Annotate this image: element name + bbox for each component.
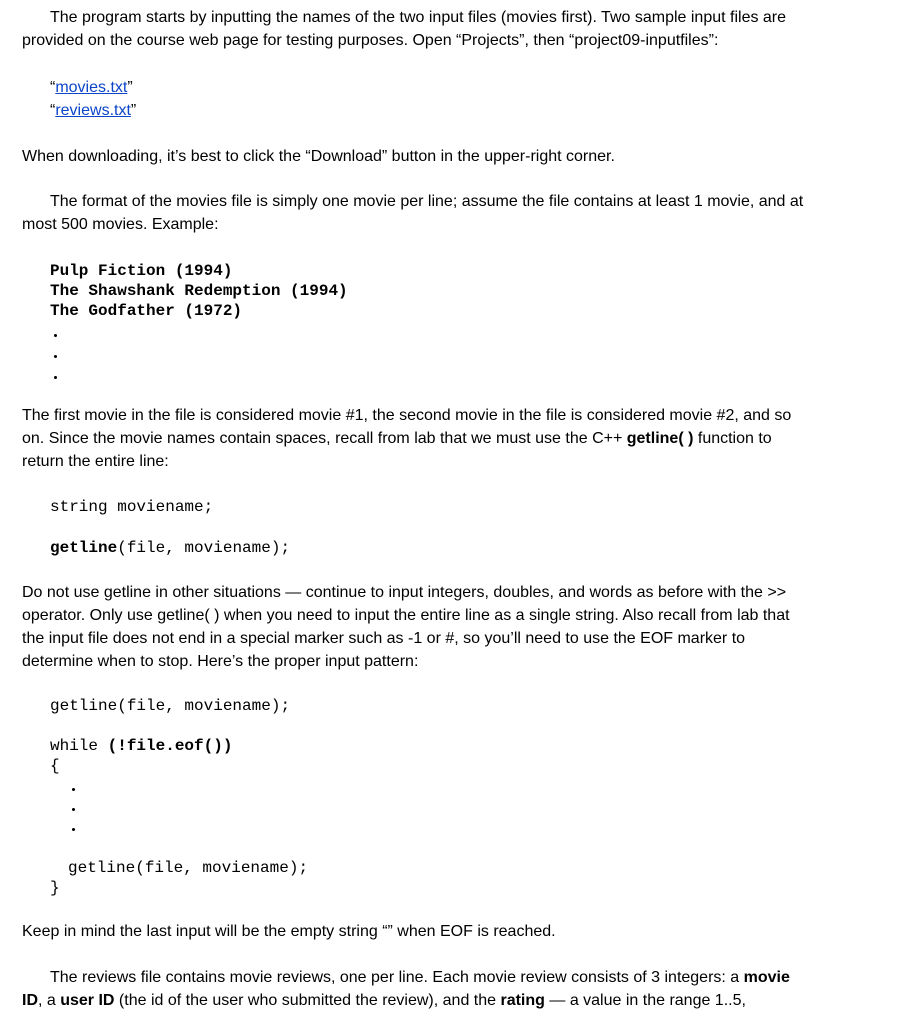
code-ellipsis-dot-3 bbox=[72, 828, 75, 831]
reviews-line-1 bbox=[50, 967, 790, 989]
movies-quote-open: “ bbox=[50, 79, 56, 96]
example-movie-3: The Godfather (1972) bbox=[50, 302, 243, 320]
reviews-movie-term: movie bbox=[743, 969, 790, 986]
movies-file-link[interactable]: movies.txt bbox=[55, 79, 128, 96]
format-line-1: The format of the movies file is simply one movie per line; assume the file contains at least 1 movie, and at bbox=[50, 193, 804, 210]
code-getline-fn: getline bbox=[50, 539, 118, 557]
rules-line-4: determine when to stop. Here’s the proper input pattern: bbox=[22, 653, 419, 670]
code-while-line bbox=[50, 736, 232, 756]
example-movie-1: Pulp Fiction (1994) bbox=[50, 262, 233, 280]
movies-file-entry bbox=[50, 77, 133, 99]
reviews-quote-close: ” bbox=[130, 102, 137, 119]
ellipsis-dot-3 bbox=[54, 376, 57, 379]
reviews-id-term: ID bbox=[22, 992, 38, 1009]
reviews-user-id-term: user ID bbox=[60, 992, 115, 1009]
code-getline-args: (file, moviename); bbox=[117, 539, 291, 557]
eof-note: Keep in mind the last input will be the empty string “” when EOF is reached. bbox=[22, 923, 556, 940]
getline-function-name: getline( ) bbox=[626, 430, 694, 447]
code-while-keyword: while bbox=[50, 737, 108, 755]
reviews-quote-open: “ bbox=[50, 102, 56, 119]
ellipsis-dot-1 bbox=[54, 334, 57, 337]
movies-quote-close: ” bbox=[127, 79, 133, 96]
code-while-condition: (!file.eof()) bbox=[107, 737, 233, 755]
reviews-file-entry bbox=[50, 100, 136, 122]
numbering-line-2-post: function to bbox=[693, 430, 772, 447]
reviews-line-2-mid-1: , a bbox=[38, 992, 61, 1009]
example-movie-2: The Shawshank Redemption (1994) bbox=[50, 282, 348, 300]
numbering-line-2 bbox=[22, 428, 772, 450]
intro-line-1: The program starts by inputting the names of the two input files (movies first). Two sample input files are bbox=[50, 9, 787, 26]
reviews-line-1-pre: The reviews file contains movie reviews, one per line. Each movie review consists of 3 integers: a bbox=[50, 969, 744, 986]
intro-line-2: provided on the course web page for testing purposes. Open “Projects”, then “project09-inputfiles”: bbox=[22, 32, 719, 49]
reviews-file-link[interactable]: reviews.txt bbox=[55, 102, 131, 119]
rules-line-3: the input file does not end in a special marker such as -1 or #, so you’ll need to use the EOF marker to bbox=[22, 630, 746, 647]
code-ellipsis-dot-1 bbox=[72, 788, 75, 791]
code-inner-getline: getline(file, moviename); bbox=[68, 859, 309, 877]
reviews-line-2 bbox=[22, 990, 746, 1012]
numbering-line-2-pre: on. Since the movie names contain spaces, recall from lab that we must use the C++ bbox=[22, 430, 627, 447]
numbering-line-3: return the entire line: bbox=[22, 453, 169, 470]
reviews-rating-term: rating bbox=[500, 992, 545, 1009]
rules-line-1: Do not use getline in other situations — continue to input integers, doubles, and words as before with the >> bbox=[22, 584, 787, 601]
reviews-line-2-mid-2: (the id of the user who submitted the review), and the bbox=[114, 992, 501, 1009]
code-string-decl: string moviename; bbox=[50, 498, 214, 516]
rules-line-2: operator. Only use getline( ) when you need to input the entire line as a single string. Also recall from lab that bbox=[22, 607, 790, 624]
format-line-2: most 500 movies. Example: bbox=[22, 216, 219, 233]
code-close-brace: } bbox=[50, 879, 60, 897]
download-note: When downloading, it’s best to click the “Download” button in the upper-right corner. bbox=[22, 148, 615, 165]
reviews-line-2-post: — a value in the range 1..5, bbox=[544, 992, 746, 1009]
numbering-line-1: The first movie in the file is considered movie #1, the second movie in the file is considered movie #2, and so bbox=[22, 407, 792, 424]
code-open-brace: { bbox=[50, 757, 60, 775]
ellipsis-dot-2 bbox=[54, 355, 57, 358]
code-getline-call bbox=[50, 538, 290, 558]
code-first-getline: getline(file, moviename); bbox=[50, 697, 291, 715]
code-ellipsis-dot-2 bbox=[72, 808, 75, 811]
